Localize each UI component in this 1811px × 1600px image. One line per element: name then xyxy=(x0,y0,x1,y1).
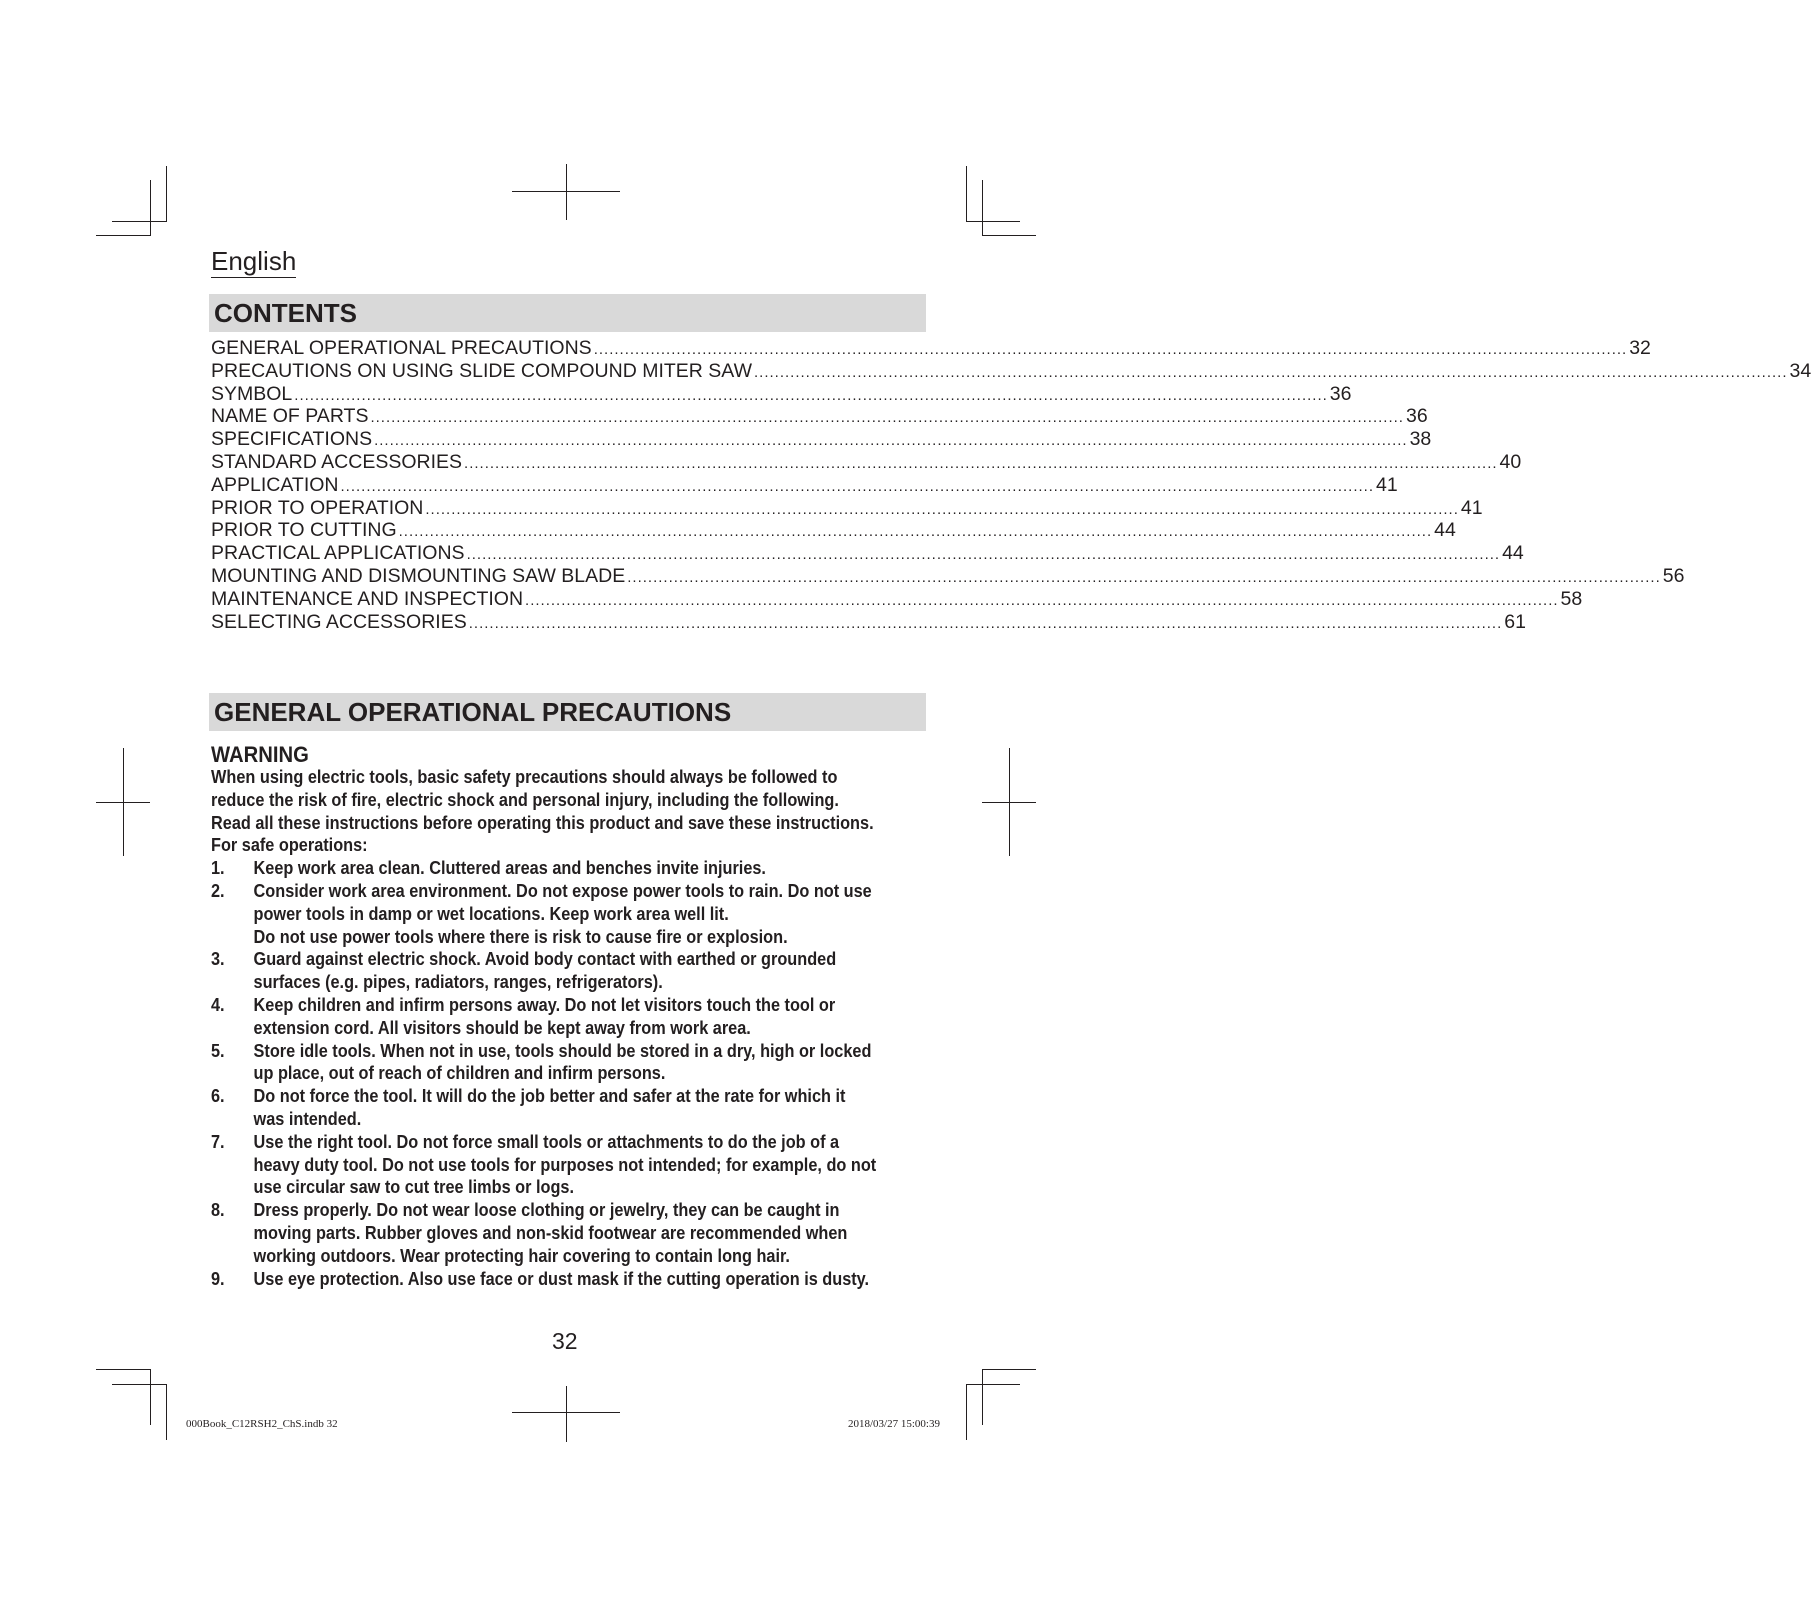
intro-paragraph: For safe operations: xyxy=(211,835,368,856)
general-heading-bar xyxy=(209,693,926,731)
toc-entry xyxy=(211,473,1398,497)
toc-entry-page: 36 xyxy=(1329,382,1352,405)
toc-entry-title: PRACTICAL APPLICATIONS xyxy=(211,542,465,565)
precaution-number: 4. xyxy=(211,994,225,1015)
toc-dot-leader: ........................................................................................................................................................................................................ xyxy=(425,500,1459,518)
toc-entry xyxy=(211,587,1583,611)
toc-entry-title: NAME OF PARTS xyxy=(211,405,369,428)
page-number: 32 xyxy=(552,1328,578,1354)
toc-entry xyxy=(211,519,1456,542)
toc-entry-page: 61 xyxy=(1504,610,1526,633)
toc-dot-leader: ........................................................................................................................................................................................................ xyxy=(466,546,1501,564)
precaution-text: Use eye protection. Also use face or dust mask if the cutting operation is dusty. xyxy=(253,1268,870,1289)
toc-dot-leader: ........................................................................................................................................................................................................ xyxy=(294,386,1328,404)
toc-entry xyxy=(211,359,1811,383)
toc-entry-title: PRIOR TO CUTTING xyxy=(211,519,397,542)
precaution-text: Use the right tool. Do not force small tools or attachments to do the job of a heavy duty tool. Do not use tools for purposes not intended; for example, do not use circular saw to cut tree limbs or logs. xyxy=(253,1131,877,1198)
toc-entry-title: GENERAL OPERATIONAL PRECAUTIONS xyxy=(211,337,592,359)
precaution-item xyxy=(211,880,881,948)
toc-entry-page: 56 xyxy=(1662,564,1685,587)
contents-heading: CONTENTS xyxy=(214,298,357,328)
toc-entry-title: STANDARD ACCESSORIES xyxy=(211,450,463,473)
precaution-number: 9. xyxy=(211,1268,225,1289)
precaution-item xyxy=(211,1199,881,1267)
slug-timestamp: 2018/03/27 15:00:39 xyxy=(848,1418,940,1430)
toc-dot-leader: ........................................................................................................................................................................................................ xyxy=(468,614,1503,632)
toc-entry xyxy=(211,610,1526,634)
precaution-text: Do not force the tool. It will do the job better and safer at the rate for which it was intended. xyxy=(253,1086,846,1129)
general-heading: GENERAL OPERATIONAL PRECAUTIONS xyxy=(214,697,732,727)
toc-entry-title: PRIOR TO OPERATION xyxy=(211,496,424,519)
toc-entry xyxy=(211,405,1428,428)
toc-entry-title: SPECIFICATIONS xyxy=(211,428,373,451)
precaution-text: Guard against electric shock. Avoid body contact with earthed or grounded surfaces (e.g. pipes, radiators, ranges, refrigerators). xyxy=(253,949,837,993)
toc-entry-title: MAINTENANCE AND INSPECTION xyxy=(211,587,524,610)
precaution-text: Do not use power tools where there is risk to cause fire or explosion. xyxy=(253,926,788,947)
toc-entry-title: SELECTING ACCESSORIES xyxy=(211,610,467,633)
precaution-number: 1. xyxy=(211,858,225,879)
intro-paragraph: When using electric tools, basic safety precautions should always be followed to reduce the risk of fire, electric shock and personal injury, including the following. xyxy=(211,767,839,810)
precaution-text: Store idle tools. When not in use, tools should be stored in a dry, high or locked up place, out of reach of children and infirm persons. xyxy=(253,1040,872,1084)
precaution-number: 3. xyxy=(211,949,225,970)
precautions-body xyxy=(211,766,881,1290)
toc-entry-page: 34 xyxy=(1789,359,1811,382)
precaution-number: 6. xyxy=(211,1086,225,1107)
precaution-text: Dress properly. Do not wear loose clothing or jewelry, they can be caught in moving parts. Rubber gloves and non-skid footwear are recommended when working outdoors. Wear protecting hair covering to contain long hair. xyxy=(253,1200,848,1266)
toc-dot-leader: ........................................................................................................................................................................................................ xyxy=(370,409,1404,427)
toc-entry-page: 44 xyxy=(1434,519,1456,542)
precaution-item xyxy=(211,994,881,1040)
precaution-item xyxy=(211,1040,881,1086)
toc-dot-leader: ........................................................................................................................................................................................................ xyxy=(627,568,1661,586)
toc-dot-leader: ........................................................................................................................................................................................................ xyxy=(464,454,1498,472)
slug-filename: 000Book_C12RSH2_ChS.indb 32 xyxy=(186,1418,338,1430)
toc-entry-page: 58 xyxy=(1560,587,1583,610)
toc-entry-title: SYMBOL xyxy=(211,382,293,405)
precaution-number: 7. xyxy=(211,1131,225,1152)
toc-entry-page: 41 xyxy=(1460,496,1483,519)
precaution-number: 5. xyxy=(211,1040,225,1061)
toc-dot-leader: ........................................................................................................................................................................................................ xyxy=(525,591,1559,609)
toc-entry xyxy=(211,564,1685,588)
toc-entry xyxy=(211,382,1352,406)
toc-dot-leader: ........................................................................................................................................................................................................ xyxy=(374,432,1408,450)
toc-entry-page: 38 xyxy=(1409,428,1432,451)
toc-entry-page: 41 xyxy=(1376,473,1398,496)
precaution-number: 2. xyxy=(211,880,225,901)
language-label: English xyxy=(211,246,297,276)
warning-label: WARNING xyxy=(211,742,309,767)
toc-entry-title: APPLICATION xyxy=(211,473,339,496)
toc-entry-title: MOUNTING AND DISMOUNTING SAW BLADE xyxy=(211,564,626,587)
toc-dot-leader: ........................................................................................................................................................................................................ xyxy=(340,477,1375,495)
toc-dot-leader: ........................................................................................................................................................................................................ xyxy=(754,363,1788,381)
toc-entry-page: 36 xyxy=(1405,405,1428,428)
precaution-number: 8. xyxy=(211,1200,225,1221)
contents-heading-bar xyxy=(209,294,926,332)
toc-entry xyxy=(211,337,1651,360)
toc-entry-page: 32 xyxy=(1629,337,1651,359)
toc-entry-page: 40 xyxy=(1499,450,1522,473)
toc-entry-title: PRECAUTIONS ON USING SLIDE COMPOUND MITER SAW xyxy=(211,359,752,382)
toc-entry xyxy=(211,450,1522,474)
precaution-item xyxy=(211,948,881,994)
precaution-item xyxy=(211,1268,881,1291)
precaution-item xyxy=(211,1131,881,1199)
table-of-contents xyxy=(211,337,1811,633)
precaution-text: Consider work area environment. Do not expose power tools to rain. Do not use power tools in damp or wet locations. Keep work area well lit. xyxy=(253,880,872,924)
toc-entry xyxy=(211,542,1524,565)
toc-entry-page: 44 xyxy=(1502,542,1524,565)
precaution-item xyxy=(211,1085,881,1131)
precaution-text: Keep work area clean. Cluttered areas and benches invite injuries. xyxy=(253,858,766,879)
toc-entry xyxy=(211,428,1432,451)
toc-dot-leader: ........................................................................................................................................................................................................ xyxy=(593,341,1628,358)
toc-dot-leader: ........................................................................................................................................................................................................ xyxy=(398,523,1433,541)
toc-entry xyxy=(211,496,1483,520)
precaution-item xyxy=(211,857,881,880)
intro-paragraph: Read all these instructions before operating this product and save these instructions. xyxy=(211,812,874,833)
precaution-text: Keep children and infirm persons away. Do not let visitors touch the tool or extension cord. All visitors should be kept away from work area. xyxy=(253,994,836,1038)
